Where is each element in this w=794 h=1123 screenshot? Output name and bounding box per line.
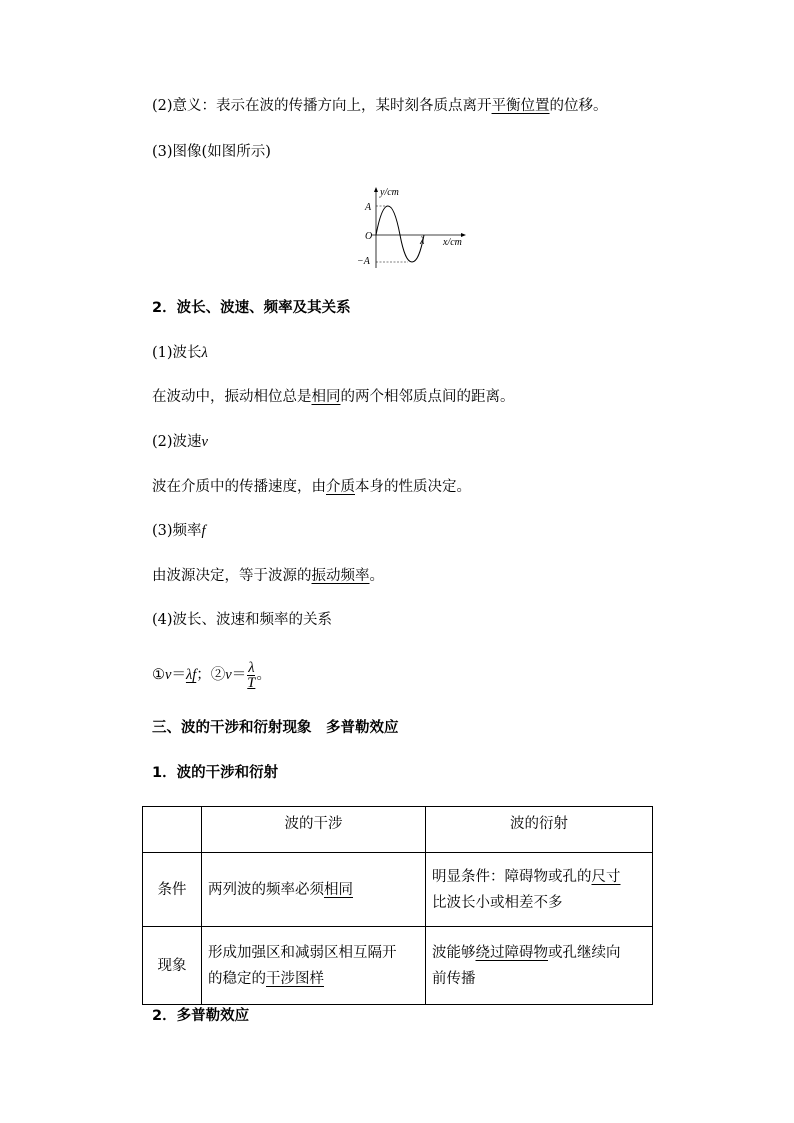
table-cell: 两列波的频率必须相同 [202,853,426,927]
formula-fraction: $\frac{\lambda}{T}$ [247,659,256,691]
table-header-row [143,807,653,853]
neg-amplitude-label: −A [357,256,370,267]
row-label: 条件 [143,853,202,927]
frequency-definition: 由波源决定，等于波源的振动频率。 [152,568,384,584]
formula-lambda-f: λf [185,667,197,683]
table-cell: 明显条件：障碍物或孔的尺寸 比波长小或相差不多 [426,853,653,927]
meaning-paragraph: (2)意义：表示在波的传播方向上，某时刻各质点离开平衡位置的位移。 [152,98,608,114]
table-cell: 形成加强区和减弱区相互隔开 的稳定的干涉图样 [202,927,426,1005]
speed-heading: (2)波速v [152,434,208,450]
image-paragraph: (3)图像(如图所示) [152,144,271,160]
table-cell: 波能够绕过障碍物或孔继续向 前传播 [426,927,653,1005]
key-term-vibration-frequency: 振动频率 [311,568,370,584]
y-axis-arrow [374,187,378,192]
interference-diffraction-table [142,806,653,1005]
table-header-cell: 波的衍射 [426,807,653,853]
section-heading-2: 2．波长、波速、频率及其关系 [152,300,351,316]
row-label: 现象 [143,927,202,1005]
relation-formula: ①v＝λf；②v＝ $\frac{\lambda}{T}$ 。 [152,659,271,691]
wavelength-heading: (1)波长λ [152,345,208,361]
table-header-cell [143,807,202,853]
key-term-same: 相同 [311,389,341,405]
frequency-heading: (3)频率f [152,523,206,539]
subsection-heading-doppler: 2．多普勒效应 [152,1008,250,1024]
speed-definition: 波在介质中的传播速度，由介质本身的性质决定。 [152,479,471,495]
table-row [143,853,653,927]
sine-wave [376,206,424,262]
amplitude-label: A [365,202,372,213]
wave-graph [352,184,472,270]
section-heading-3: 三、波的干涉和衍射现象 多普勒效应 [152,720,399,736]
key-term-equilibrium: 平衡位置 [491,98,550,114]
wavelength-definition: 在波动中，振动相位总是相同的两个相邻质点间的距离。 [152,389,515,405]
relation-heading: (4)波长、波速和频率的关系 [152,612,333,628]
table-row [143,927,653,1005]
key-term-medium: 介质 [326,479,355,495]
subsection-heading-interference: 1．波的干涉和衍射 [152,765,279,781]
wavelength-label: λ [420,236,425,247]
x-axis-label: x/cm [443,237,462,248]
origin-label: O [365,231,373,242]
table-header-cell: 波的干涉 [202,807,426,853]
y-axis-label: y/cm [380,187,399,198]
